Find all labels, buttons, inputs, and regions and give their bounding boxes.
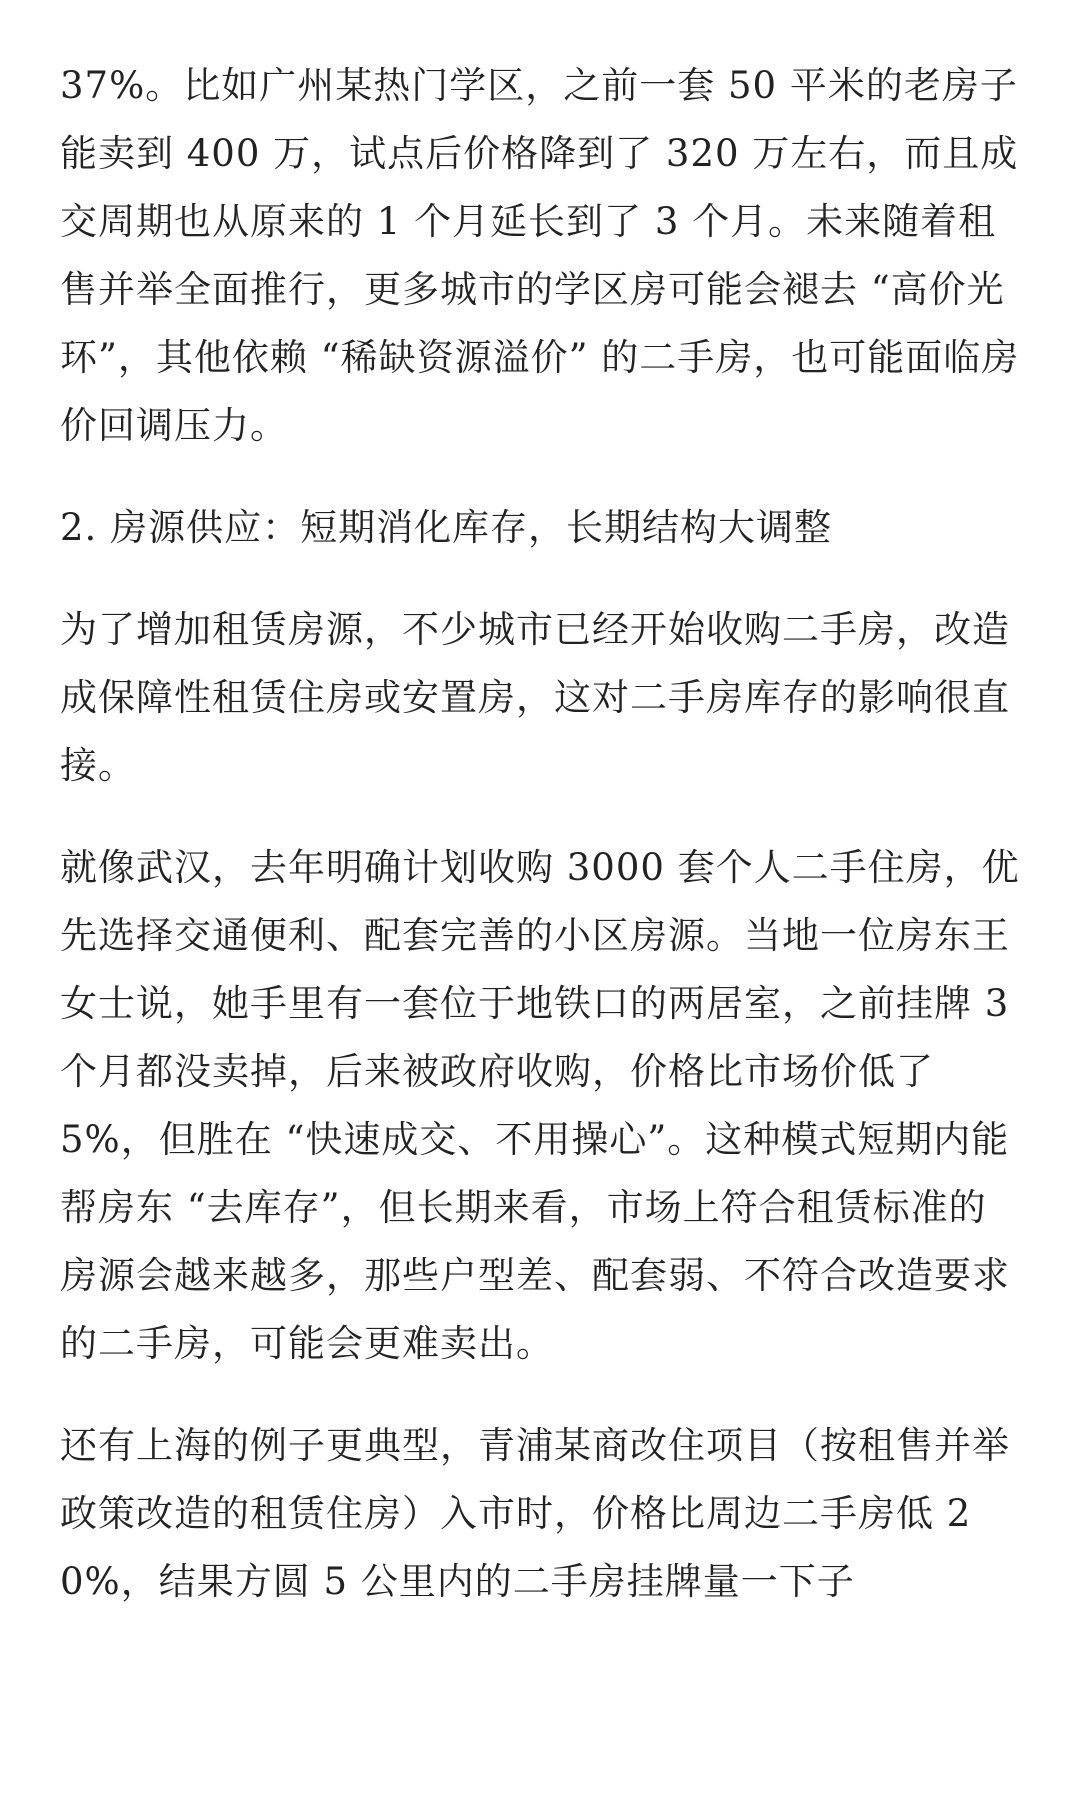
- paragraph-school-district: 37%。比如广州某热门学区，之前一套 50 平米的老房子能卖到 400 万，试点后价格降到了 320 万左右，而且成交周期也从原来的 1 个月延长到了 3 个月。未来随着租售并举全面推行，更多城市的学区房可能会褪去 “高价光环”，其他依赖 “稀缺资源溢价” 的二手房，也可能面临房价回调压力。: [60, 64, 1020, 447]
- paragraph-wuhan-example: 就像武汉，去年明确计划收购 3000 套个人二手住房，优先选择交通便利、配套完善的小区房源。当地一位房东王女士说，她手里有一套位于地铁口的两居室，之前挂牌 3 个月都没卖掉，后来被政府收购，价格比市场价低了 5%，但胜在 “快速成交、不用操心”。这种模式短期内能帮房东 “去库存”，但长期来看，市场上符合租赁标准的房源会越来越多，那些户型差、配套弱、不符合改造要求的二手房，可能会更难卖出。: [60, 846, 1020, 1365]
- paragraph-rental-supply: 为了增加租赁房源，不少城市已经开始收购二手房，改造成保障性租赁住房或安置房，这对二手房库存的影响很直接。: [60, 608, 1010, 787]
- paragraph-shanghai-example: 还有上海的例子更典型，青浦某商改住项目（按租售并举政策改造的租赁住房）入市时，价格比周边二手房低 20%，结果方圆 5 公里内的二手房挂牌量一下子: [60, 1424, 1010, 1603]
- section-heading: 2. 房源供应：短期消化库存，长期结构大调整: [60, 506, 833, 549]
